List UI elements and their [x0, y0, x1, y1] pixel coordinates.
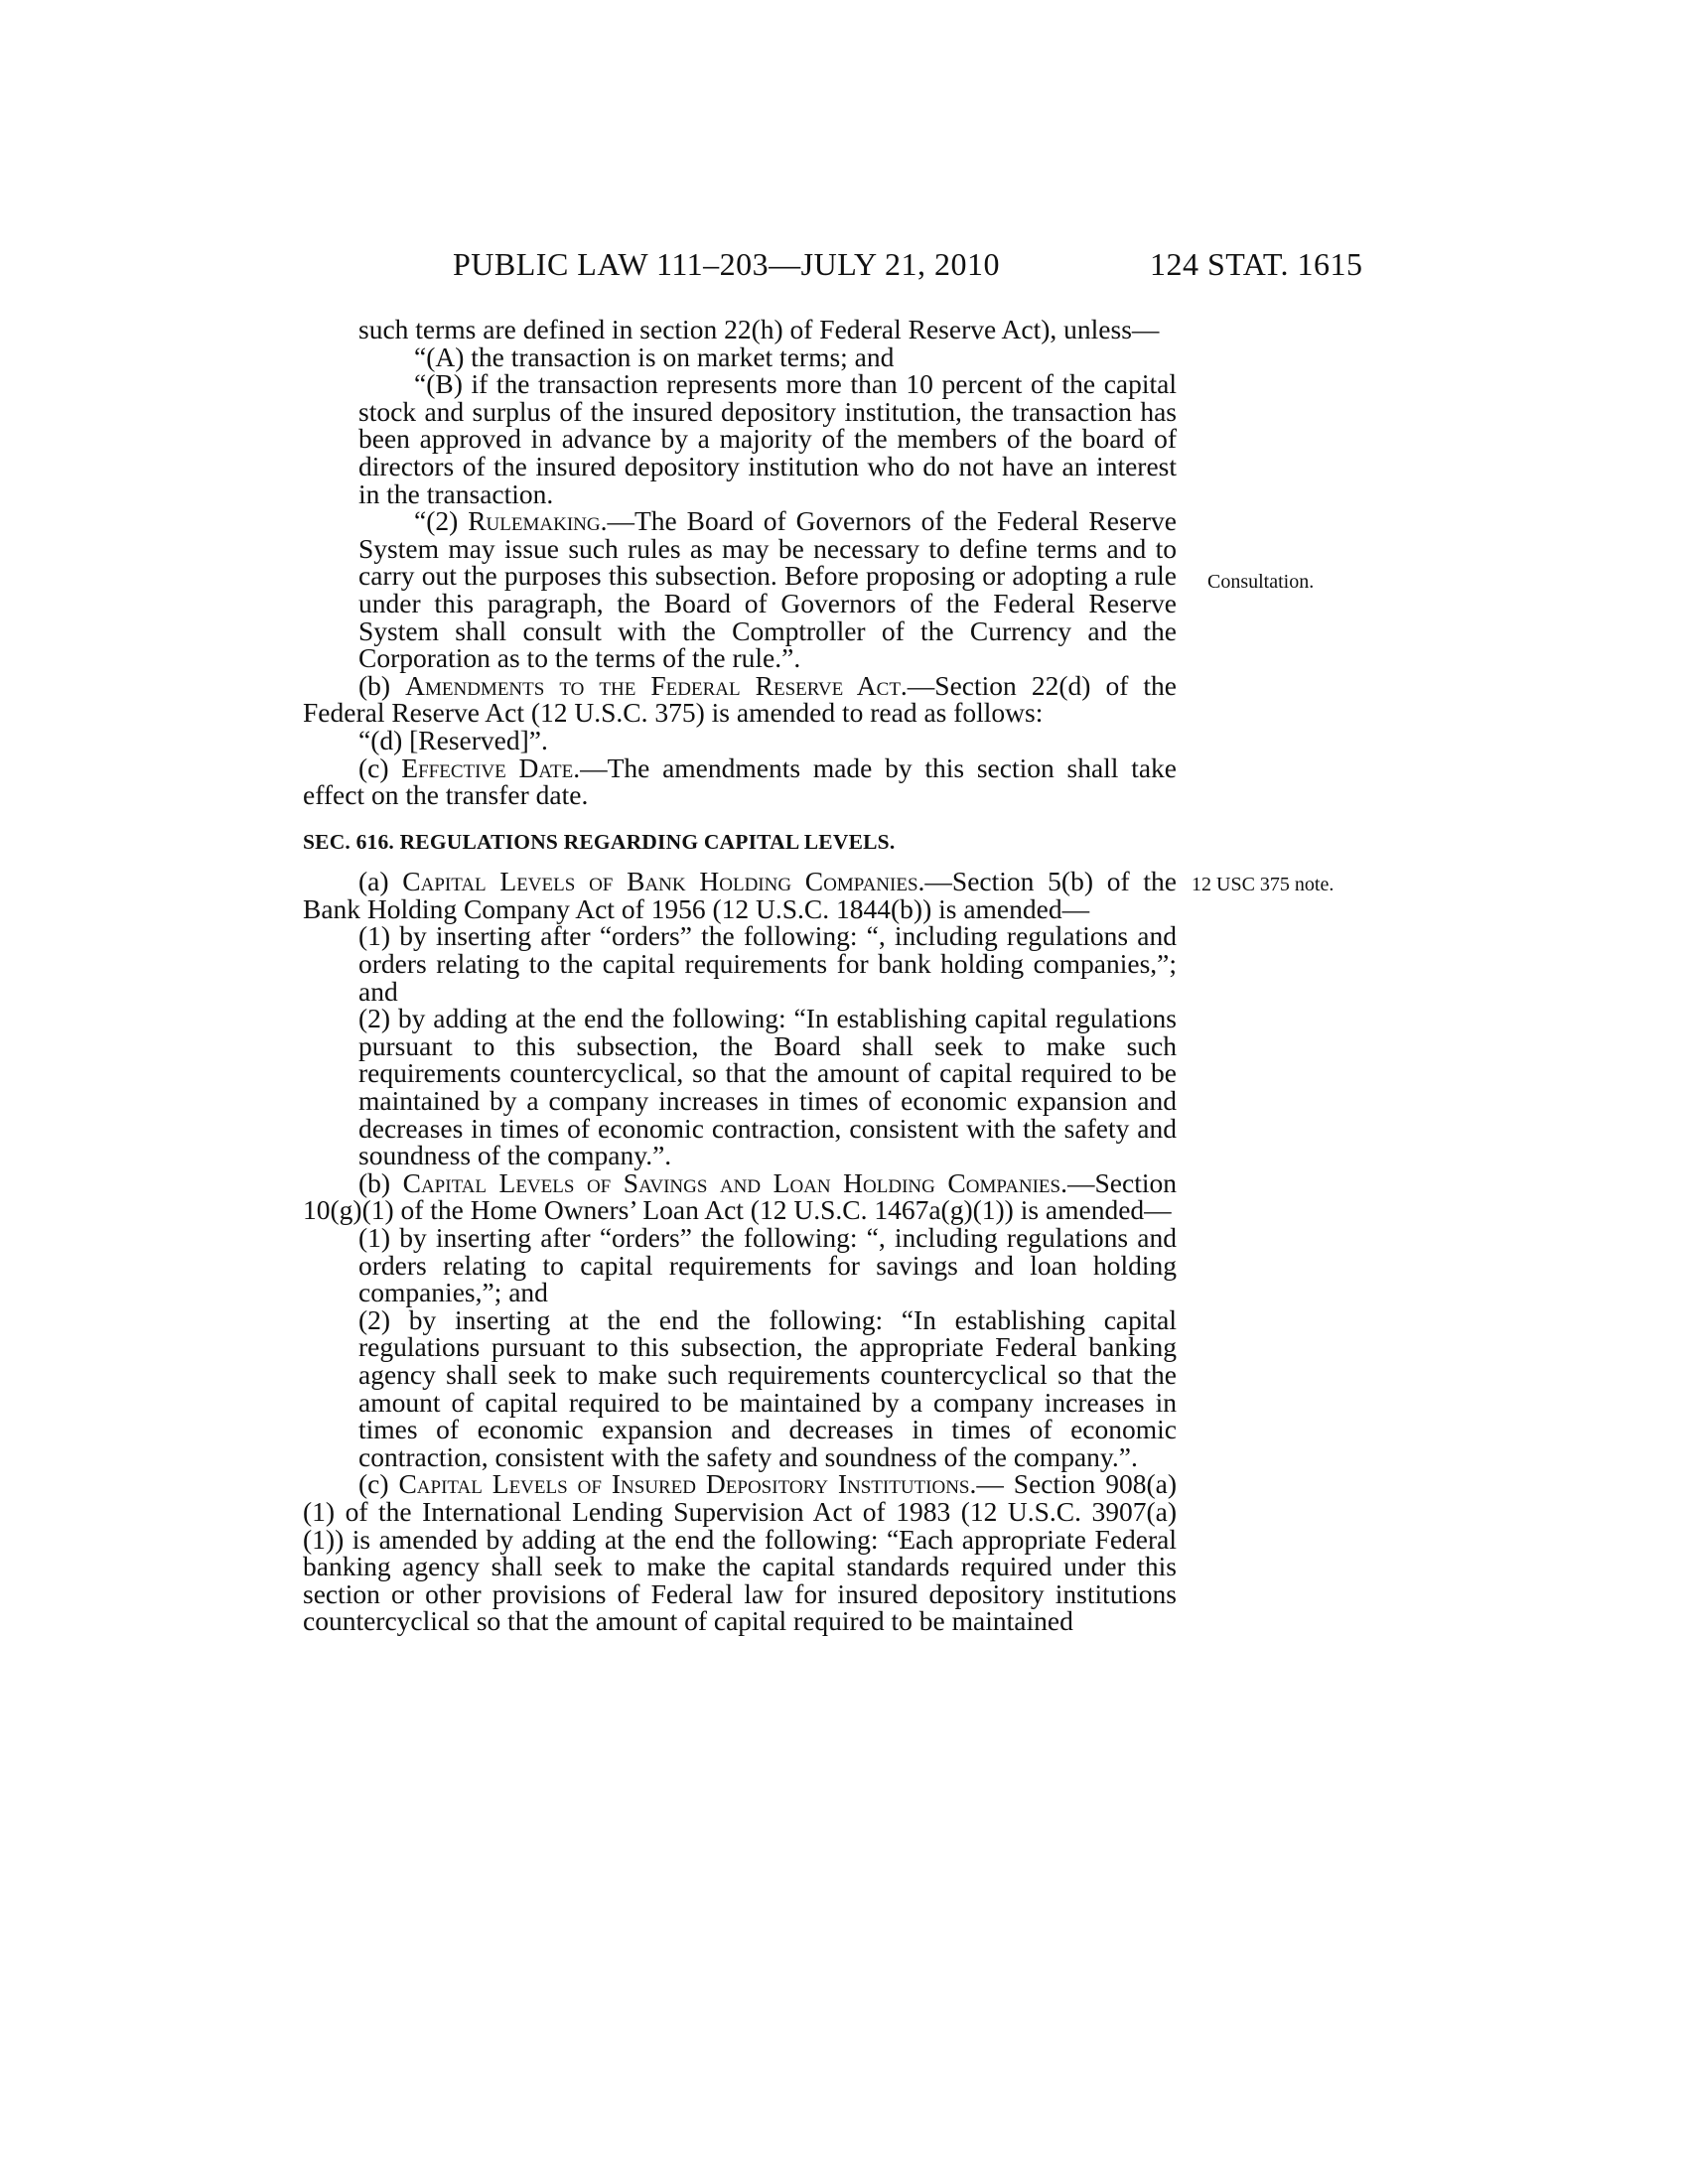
paragraph-lead: “(2): [414, 505, 469, 537]
running-header-title: PUBLIC LAW 111–203—JULY 21, 2010: [453, 246, 1000, 282]
paragraph-item-2: (2) by adding at the end the following: “In establishing capital regulations pursuant to this subsection, the Board shall seek to make such requirements countercyclical, so that the amount of capital required to be maintained by a company increases in times of economic expansion and decreases in times of economic contraction, consistent with the safety and soundness of the company.”.: [358, 1003, 1177, 1171]
paragraph-rulemaking: [303, 507, 1177, 672]
document-body: [303, 316, 1177, 1635]
paragraph-effective-date: [303, 751, 1177, 811]
paragraph-insured-depository: [303, 1470, 1177, 1635]
paragraph-lead: (c): [358, 1468, 399, 1500]
paragraph-lead: (b): [358, 1166, 403, 1198]
paragraph-text: .—The Board of Governors of the Federal Reserve System may issue such rules as may be necessary to define terms and to carry out the purposes this subsection. Before proposing or adopting a rule under this paragraph, the Board of Governors of the Federal Reserve System shall consult with the Comptroller of the Currency and the Corporation as to the terms of the rule.”.: [358, 505, 1178, 674]
paragraph-item-text: (1) by inserting after “orders” the following: “, including regulations and orders relating to the capital requirements for bank holding companies,”; and: [358, 920, 1177, 1007]
margin-note-consultation: Consultation.: [1207, 571, 1315, 593]
paragraph-text: .— Section 908(a)(1) of the International Lending Supervision Act of 1983 (12 U.S.C. 3907(a)(1)) is amended by adding at the end the following: “Each appropriate Federal banking agency shall seek to make the capital standards required under this section or other provisions of Federal law for insured depository institutions countercyclical so that the amount of capital required to be maintained: [303, 1468, 1177, 1637]
paragraph-text: .—Section 10(g)(1) of the Home Owners’ Loan Act (12 U.S.C. 1467a(g)(1)) is amended—: [303, 1166, 1177, 1226]
paragraph-text: .—Section 22(d) of the Federal Reserve Act (12 U.S.C. 375) is amended to read as follows:: [303, 669, 1177, 729]
paragraph-savings-loan: [303, 1166, 1177, 1226]
paragraph-item-2: (2) by inserting at the end the following: “In establishing capital regulations pursuant to this subsection, the appropriate Federal banking agency shall seek to make such requirements countercyclical so that the amount of capital required to be maintained by a company increases in times of economic expansion and decreases in times of economic contraction, consistent with the safety and soundness of the company.”.: [358, 1303, 1177, 1472]
paragraph-amendments: [303, 669, 1177, 729]
paragraph: such terms are defined in section 22(h) of Federal Reserve Act), unless—: [358, 314, 1160, 344]
paragraph-bank-holding: [303, 868, 1177, 922]
paragraph-heading: Capital Levels of Insured Depository Institutions: [398, 1468, 970, 1500]
paragraph-item-1: [303, 922, 1177, 1005]
paragraph-heading: Effective Date: [401, 751, 574, 783]
paragraph-lead: (b): [358, 669, 406, 701]
paragraph-heading: Capital Levels of Bank Holding Companies: [402, 866, 918, 897]
paragraph-heading: Amendments to the Federal Reserve Act: [405, 669, 901, 701]
paragraph-subparagraph-b: “(B) if the transaction represents more than 10 percent of the capital stock and surplus of the insured depository institution, the transaction has been approved in advance by a majority of the members of the board of directors of the insured depository institution who do not have an interest in the transaction.: [358, 368, 1177, 509]
paragraph-heading: Rulemaking: [468, 505, 601, 537]
running-header-stat-page: 124 STAT. 1615: [1150, 246, 1363, 282]
paragraph-subparagraph-a: “(A) the transaction is on market terms; and: [414, 341, 895, 372]
margin-note-usc: 12 USC 375 note.: [1192, 874, 1335, 895]
paragraph-text: .—The amendments made by this section shall take effect on the transfer date.: [303, 751, 1177, 811]
section-heading: SEC. 616. REGULATIONS REGARDING CAPITAL LEVELS.: [303, 829, 896, 854]
paragraph-lead: (a): [358, 866, 403, 897]
paragraph-text: .—Section 5(b) of the Bank Holding Company Act of 1956 (12 U.S.C. 1844(b)) is amended—: [303, 866, 1177, 924]
paragraph-lead: (c): [358, 751, 402, 783]
paragraph-item-1: (1) by inserting after “orders” the following: “, including regulations and orders relating to capital requirements for savings and loan holding companies,”; and: [358, 1222, 1177, 1308]
paragraph-reserved: “(d) [Reserved]”.: [358, 724, 548, 755]
paragraph-heading: Capital Levels of Savings and Loan Holding Companies: [402, 1166, 1061, 1198]
